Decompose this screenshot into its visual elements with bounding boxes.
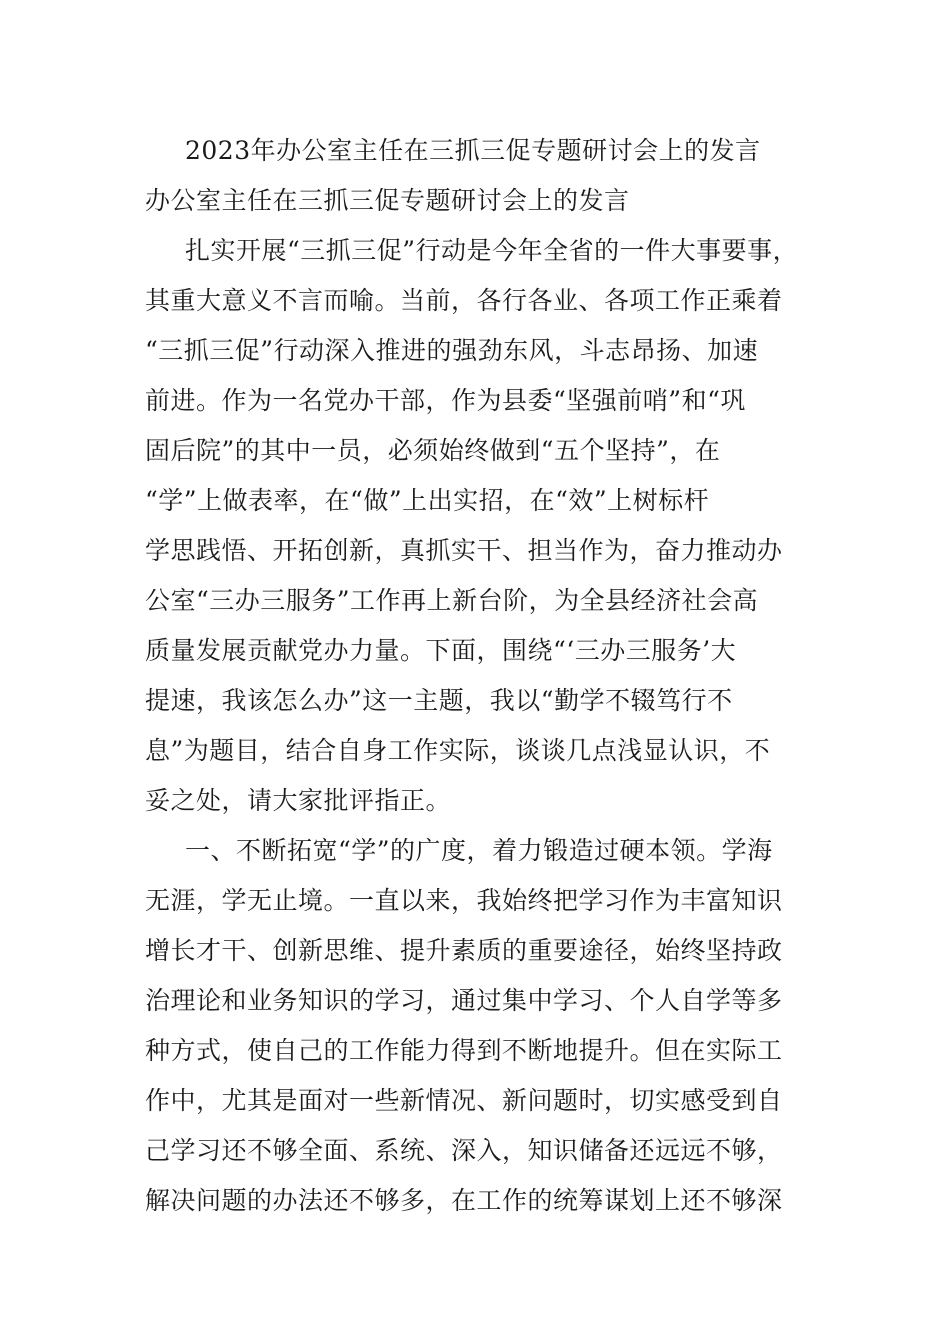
paragraph-line: 增长才干、创新思维、提升素质的重要途径，始终坚持政 <box>145 936 783 965</box>
paragraph-line: 其重大意义不言而喻。当前，各行各业、各项工作正乘着 <box>145 286 783 315</box>
paragraph-line: 提速，我该怎么办”这一主题，我以“勤学不辍笃行不 <box>145 686 733 715</box>
paragraph-line: 学思践悟、开拓创新，真抓实干、担当作为，奋力推动办 <box>145 536 783 565</box>
paragraph-line: 扎实开展“三抓三促”行动是今年全省的一件大事要事， <box>185 236 799 265</box>
paragraph-line: 固后院”的其中一员，必须始终做到“五个坚持”，在 <box>145 436 721 465</box>
paragraph-line: 息”为题目，结合自身工作实际，谈谈几点浅显认识，不 <box>145 736 771 765</box>
document-subtitle: 办公室主任在三抓三促专题研讨会上的发言 <box>145 186 630 215</box>
paragraph-line: “学”上做表率，在“做”上出实招，在“效”上树标杆 <box>145 486 710 515</box>
paragraph-line: 质量发展贡献党办力量。下面，围绕“‘三办三服务’大 <box>145 636 737 665</box>
paragraph-line: 一、不断拓宽“学”的广度，着力锻造过硬本领。学海 <box>185 836 773 865</box>
document-title: 2023年办公室主任在三抓三促专题研讨会上的发言 <box>185 136 761 165</box>
paragraph-line: 无涯，学无止境。一直以来，我始终把学习作为丰富知识 <box>145 886 783 915</box>
paragraph-line: 前进。作为一名党办干部，作为县委“坚强前哨”和“巩 <box>145 386 746 415</box>
paragraph-line: 妥之处，请大家批评指正。 <box>145 786 452 815</box>
paragraph-line: “三抓三促”行动深入推进的强劲东风，斗志昂扬、加速 <box>145 336 759 365</box>
paragraph-line: 公室“三办三服务”工作再上新台阶，为全县经济社会高 <box>145 586 759 615</box>
paragraph-line: 种方式，使自己的工作能力得到不断地提升。但在实际工 <box>145 1036 783 1065</box>
paragraph-line: 作中，尤其是面对一些新情况、新问题时，切实感受到自 <box>145 1086 783 1115</box>
paragraph-line: 己学习还不够全面、系统、深入，知识储备还远远不够， <box>145 1136 783 1165</box>
paragraph-line: 解决问题的办法还不够多，在工作的统筹谋划上还不够深 <box>145 1186 783 1215</box>
paragraph-line: 治理论和业务知识的学习，通过集中学习、个人自学等多 <box>145 986 783 1015</box>
